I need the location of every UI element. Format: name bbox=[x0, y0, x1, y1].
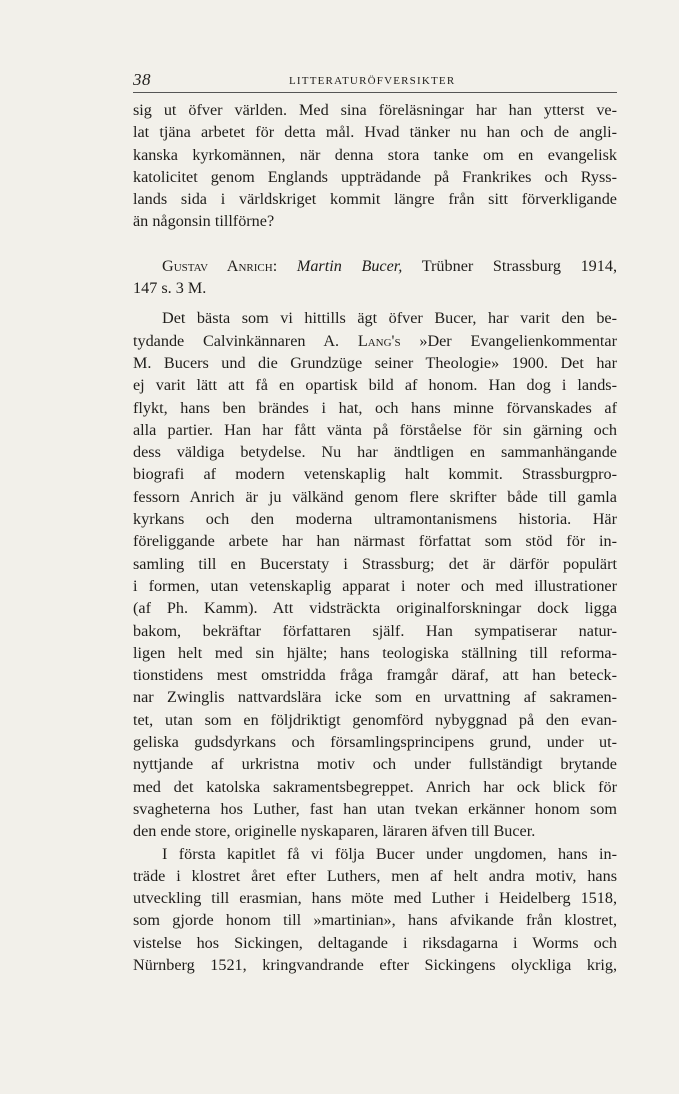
text-line: kanska kyrkomännen, när denna stora tanke om en evangelisk bbox=[133, 145, 617, 164]
text-line: I första kapitlet få vi följa Bucer under ungdomen, hans in- bbox=[162, 844, 617, 863]
text-fragment: »Der Evangelienkommentar bbox=[419, 331, 617, 350]
paragraph-1 bbox=[133, 99, 617, 233]
book-citation bbox=[133, 255, 617, 300]
text-line: vistelse hos Sickingen, deltagande i riksdagarna i Worms och bbox=[133, 933, 617, 952]
section-gap bbox=[133, 233, 617, 255]
text-line: (af Ph. Kamm). Att vidsträckta originalforskningar dock ligga bbox=[133, 599, 617, 618]
text-line: tet, utan som en följdriktigt genomförd nybyggnad på den evan- bbox=[133, 710, 617, 729]
text-line: än någonsin tillförne? bbox=[133, 212, 275, 231]
text-line: svagheterna hos Luther, fast han utan tvekan erkänner honom som bbox=[133, 799, 617, 818]
citation-pages: 147 s. 3 M. bbox=[133, 279, 207, 298]
text-line: lat tjäna arbetet för detta mål. Hvad tänker nu han och de angli- bbox=[133, 123, 617, 142]
citation-line bbox=[133, 255, 617, 277]
text-line: med det katolska sakramentsbegreppet. Anrich har ock blick för bbox=[133, 777, 617, 796]
citation-author: Gustav Anrich: bbox=[162, 256, 278, 275]
citation-title: Martin Bucer, bbox=[296, 256, 403, 275]
text-line: bakom, bekräftar författaren själf. Han sympatiserar natur- bbox=[133, 621, 617, 640]
citation-gap bbox=[133, 299, 617, 307]
text-line: utveckling till erasmian, hans möte med Luther i Heidelberg 1518, bbox=[133, 889, 617, 908]
text-line: träde i klostret året efter Luthers, men af helt andra motiv, hans bbox=[133, 866, 617, 885]
text-line: alla partier. Han har fått vänta på förståelse för sin gärning och bbox=[133, 420, 617, 439]
text-line bbox=[133, 330, 617, 352]
citation-publisher: Trübner Strassburg 1914, bbox=[421, 256, 618, 275]
text-line: ligen helt med sin hjälte; hans teologiska ställning till reforma- bbox=[133, 643, 617, 662]
text-line: nyttjande af urkristna motiv och under fullständigt brytande bbox=[133, 755, 617, 774]
page-number: 38 bbox=[133, 70, 151, 89]
text-line: samling till en Bucerstaty i Strassburg; det är därför populärt bbox=[133, 554, 617, 573]
text-line: tionstidens mest omstridda fråga framgår däraf, att han beteck- bbox=[133, 666, 617, 685]
text-line: i formen, utan vetenskaplig apparat i noter och med illustrationer bbox=[133, 576, 617, 595]
text-line: kyrkans och den moderna ultramontanismens historia. Här bbox=[133, 510, 617, 529]
text-line: M. Bucers und die Grundzüge seiner Theologie» 1900. Det har bbox=[133, 353, 617, 372]
text-line: lands sida i världskriget kommit längre från sitt förverkligande bbox=[133, 190, 617, 209]
text-line: flykt, hans ben brändes i hat, och hans minne förvanskades af bbox=[133, 398, 617, 417]
paragraph-3 bbox=[133, 843, 617, 977]
header-rule bbox=[133, 92, 617, 93]
running-head: LITTERATURÖFVERSIKTER bbox=[289, 75, 456, 87]
text-line: Nürnberg 1521, kringvandrande efter Sickingens olyckliga krig, bbox=[133, 955, 617, 974]
text-line: som gjorde honom till »martinian», hans afvikande från klostret, bbox=[133, 911, 617, 930]
text-line: fessorn Anrich är ju välkänd genom flere skrifter både till gamla bbox=[133, 487, 617, 506]
text-line: den ende store, originelle nyskaparen, läraren äfven till Bucer. bbox=[133, 822, 536, 841]
author-name: Lang's bbox=[357, 331, 401, 350]
text-line: Det bästa som vi hittills ägt öfver Bucer, har varit den be- bbox=[162, 309, 617, 328]
text-line: dess väldiga betydelse. Nu har ändtligen en sammanhängande bbox=[133, 443, 617, 462]
text-fragment: tydande Calvinkännaren A. bbox=[133, 331, 340, 350]
text-line: geliska gudsdyrkans och församlingsprincipens grund, under ut- bbox=[133, 733, 617, 752]
text-line: ej varit lätt att få en opartisk bild af honom. Han dog i lands- bbox=[133, 376, 617, 395]
text-line: katolicitet genom Englands uppträdande på Frankrikes och Ryss- bbox=[133, 167, 617, 186]
paragraph-2 bbox=[133, 307, 617, 842]
text-line: biografi af modern vetenskaplig halt kommit. Strassburgpro- bbox=[133, 465, 617, 484]
text-line: nar Zwinglis nattvardslära icke som en urvattning af sakramen- bbox=[133, 688, 617, 707]
body-text bbox=[133, 99, 617, 976]
text-line: sig ut öfver världen. Med sina föreläsningar har han ytterst ve- bbox=[133, 101, 617, 119]
text-line: föreliggande arbete har han närmast författat som stöd för in- bbox=[133, 532, 617, 551]
page-header bbox=[133, 70, 617, 94]
